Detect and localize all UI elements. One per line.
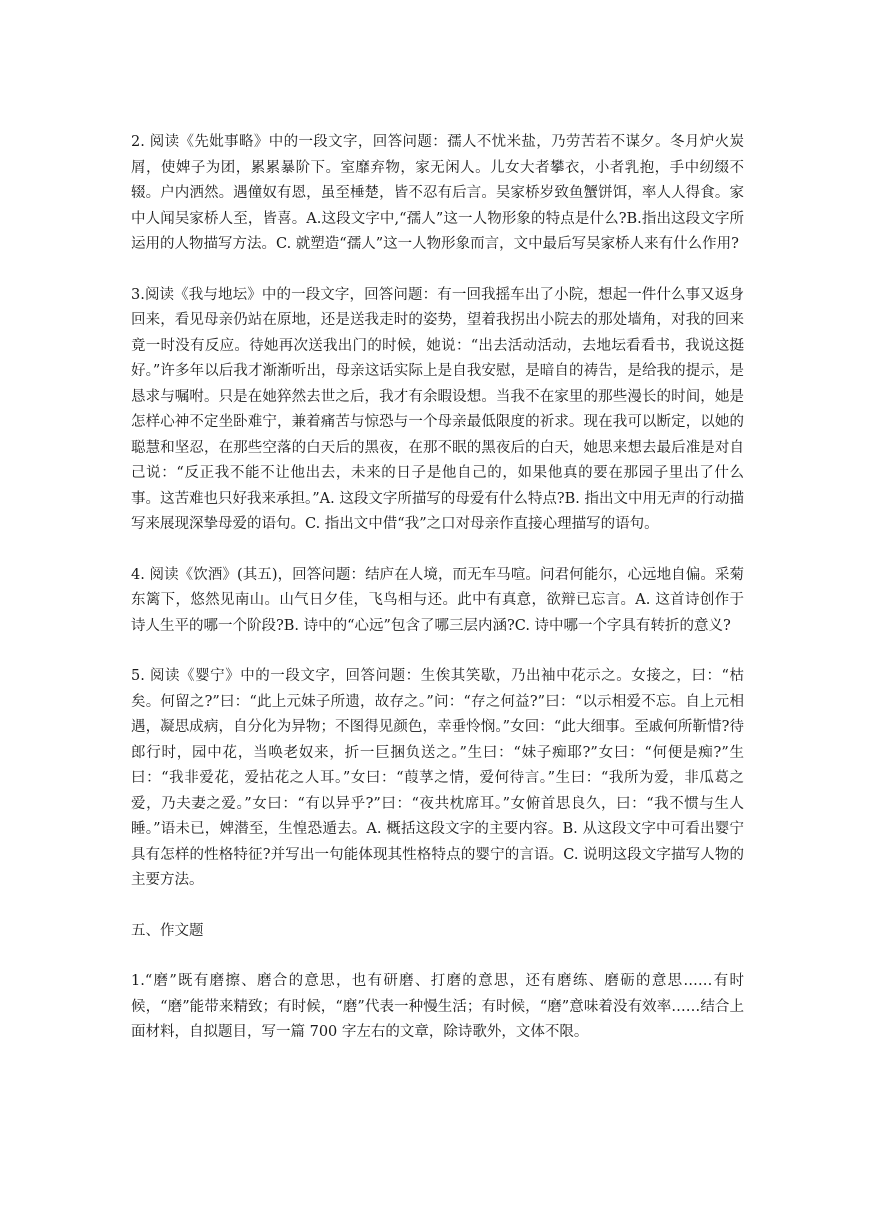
section-heading-composition: 五、作文题: [131, 922, 204, 939]
question-3: 3.阅读《我与地坛》中的一段文字，回答问题：有一回我摇车出了小院，想起一件什么事又返身回来，看见母亲仍站在原地，还是送我走时的姿势，望着我拐出小院去的那处墙角，对我的回来竟一时没有反应。待她再次送我出门的时候，她说：“出去活动活动，去地坛看看书，我说这挺好。”许多年以后我才渐渐听出，母亲这话实际上是自我安慰，是暗自的祷告，是给我的提示，是恳求与嘱咐。只是在她猝然去世之后，我才有余暇设想。当我不在家里的那些漫长的时间，她是怎样心神不定坐卧难宁，兼着痛苦与惊恐与一个母亲最低限度的祈求。现在我可以断定，以她的聪慧和坚忍，在那些空落的白天后的黑夜，在那不眠的黑夜后的白天，她思来想去最后准是对自己说：“反正我不能不让他出去，未来的日子是他自己的，如果他真的要在那园子里出了什么事。这苦难也只好我来承担。”A. 这段文字所描写的母爱有什么特点?B. 指出文中用无声的行动描写来展现深挚母爱的语句。C. 指出文中借“我”之口对母亲作直接心理描写的语句。: [131, 286, 744, 532]
document-content: [131, 130, 744, 1071]
question-4: 4. 阅读《饮酒》(其五)，回答问题：结庐在人境，而无车马喧。问君何能尔，心远地自偏。采菊东篱下，悠然见南山。山气日夕佳，飞鸟相与还。此中有真意，欲辩已忘言。A. 这首诗创作于诗人生平的哪一个阶段?B. 诗中的“心远”包含了哪三层内涵?C. 诗中哪一个字具有转折的意义?: [131, 566, 744, 634]
question-5: 5. 阅读《婴宁》中的一段文字，回答问题：生俟其笑歇，乃出袖中花示之。女接之，曰：“枯矣。何留之?”曰：“此上元妹子所遗，故存之。”问：“存之何益?”曰：“以示相爱不忘。自上元相遇，凝思成病，自分化为异物；不图得见颜色，幸垂怜悯。”女回：“此大细事。至戚何所靳惜?待郎行时，园中花，当唤老奴来，折一巨捆负送之。”生曰：“妹子痴耶?”女曰：“何便是痴?”生曰：“我非爱花，爱拈花之人耳。”女曰：“葭莩之情，爱何待言。”生曰：“我所为爱，非瓜葛之爱，乃夫妻之爱。”女曰：“有以异乎?”曰：“夜共枕席耳。”女俯首思良久，曰：“我不惯与生人睡。”语未已，婢潜至，生惶恐遁去。A. 概括这段文字的主要内容。B. 从这段文字中可看出婴宁具有怎样的性格特征?并写出一句能体现其性格特点的婴宁的言语。C. 说明这段文字描写人物的主要方法。: [131, 668, 744, 888]
question-2: 2. 阅读《先妣事略》中的一段文字，回答问题：孺人不忧米盐，乃劳苦若不谋夕。冬月炉火炭屑，使婢子为团，累累暴阶下。室靡弃物，家无闲人。儿女大者攀衣，小者乳抱，手中纫缀不辍。户内洒然。遇僮奴有恩，虽至棰楚，皆不忍有后言。吴家桥岁致鱼蟹饼饵，率人人得食。家中人闻吴家桥人至，皆喜。A.这段文字中,“孺人”这一人物形象的特点是什么?B.指出这段文字所运用的人物描写方法。C. 就塑造“孺人”这一人物形象而言，文中最后写吴家桥人来有什么作用?: [131, 134, 744, 252]
composition-question-1: 1.“磨”既有磨擦、磨合的意思，也有研磨、打磨的意思，还有磨练、磨砺的意思……有时候，“磨”能带来精致；有时候，“磨”代表一种慢生活；有时候，“磨”意味着没有效率……结合上面材料，自拟题目，写一篇 700 字左右的文章，除诗歌外，文体不限。: [131, 973, 744, 1040]
